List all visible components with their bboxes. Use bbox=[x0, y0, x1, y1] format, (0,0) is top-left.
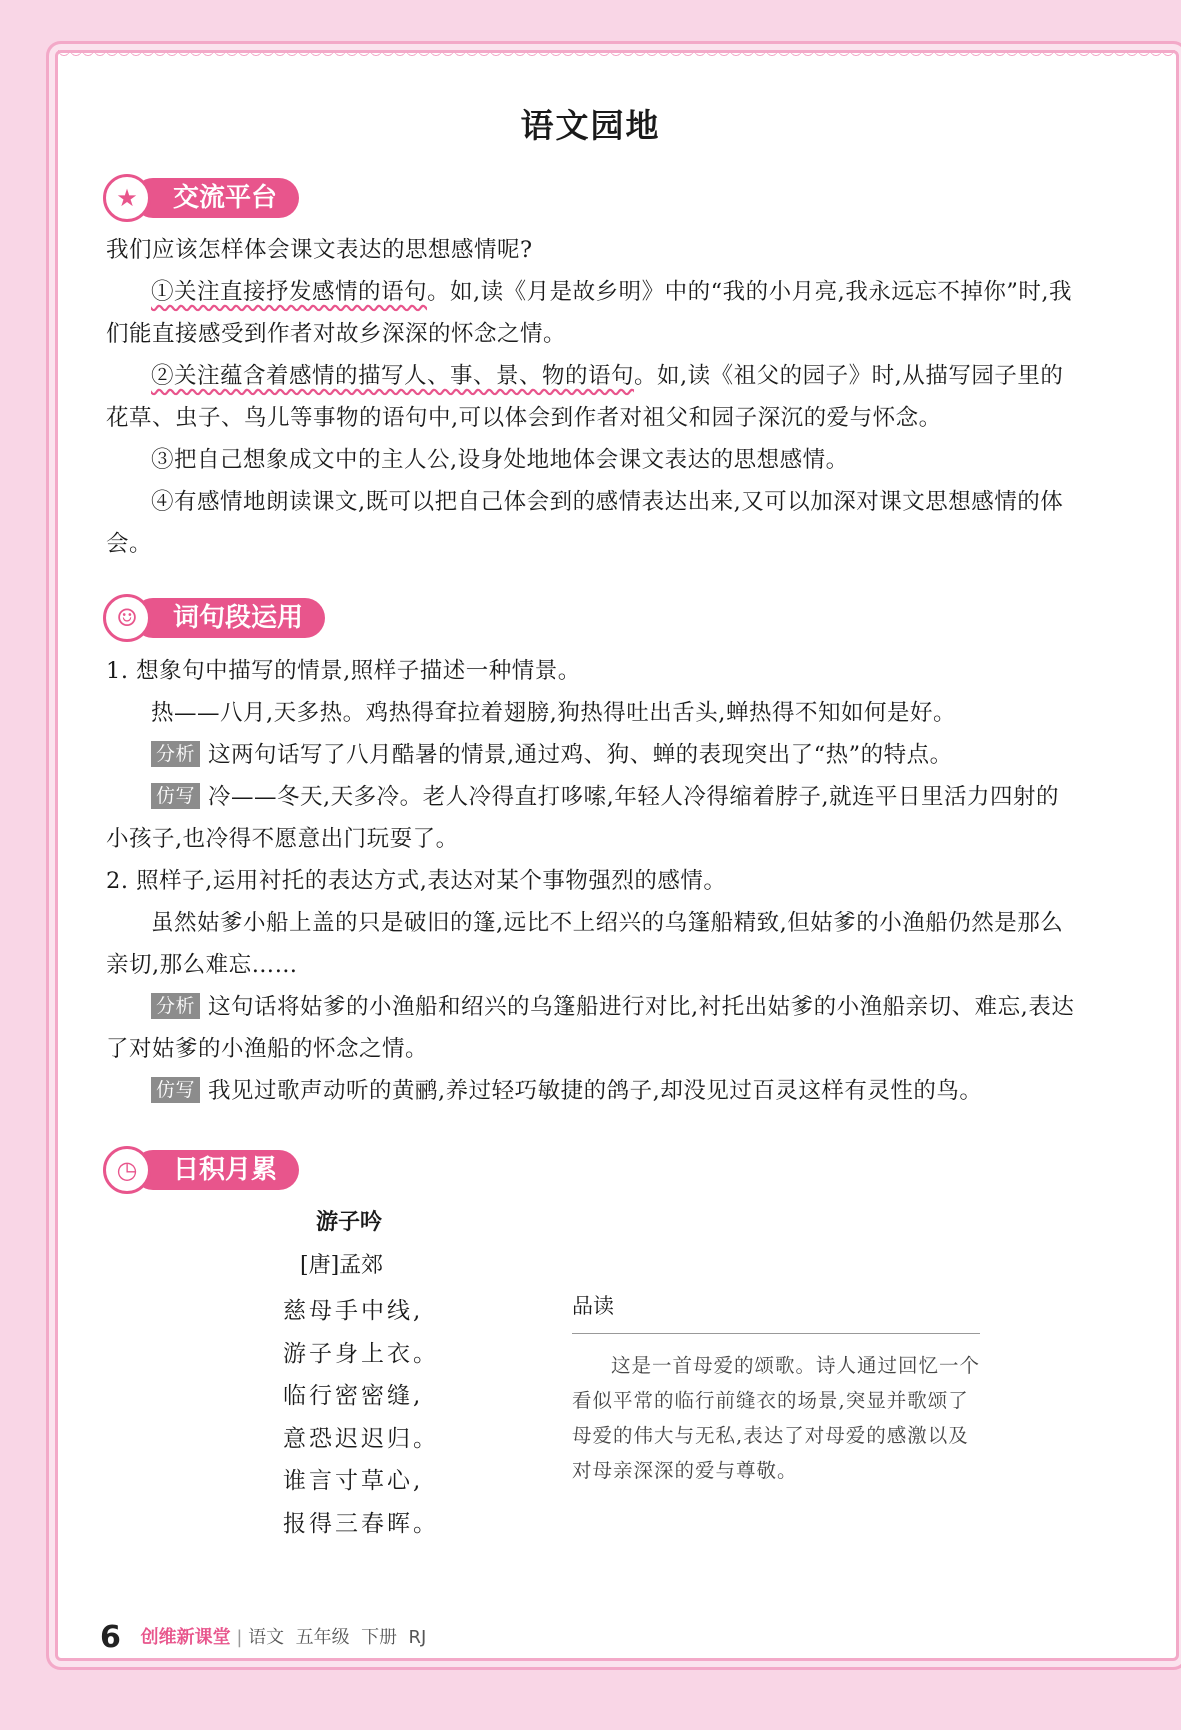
footer-volume: 下册 bbox=[361, 1627, 398, 1648]
top-wave-border bbox=[58, 50, 1176, 62]
usage-analysis-1 bbox=[106, 734, 1076, 776]
footer-edition: RJ bbox=[408, 1627, 427, 1648]
analysis-tag: 分析 bbox=[151, 993, 200, 1019]
exchange-body bbox=[106, 229, 1076, 565]
exchange-point-1 bbox=[106, 271, 1076, 355]
usage-analysis-2-text: 这句话将姑爹的小渔船和绍兴的乌篷船进行对比,衬托出姑爹的小渔船亲切、难忘,表达了对姑爹的小渔船的怀念之情。 bbox=[106, 994, 1075, 1062]
exchange-point-2 bbox=[106, 355, 1076, 439]
usage-example-1: 热——八月,天多热。鸡热得耷拉着翅膀,狗热得吐出舌头,蝉热得不知如何是好。 bbox=[151, 700, 956, 726]
exchange-point-4: ④有感情地朗读课文,既可以把自己体会到的感情表达出来,又可以加深对课文思想感情的体会。 bbox=[106, 489, 1064, 557]
brand-name: 创维新课堂 bbox=[140, 1627, 231, 1648]
imitate-tag: 仿写 bbox=[151, 1077, 200, 1103]
section-label-usage: 词句段运用 bbox=[133, 598, 325, 638]
exchange-question: 我们应该怎样体会课文表达的思想感情呢? bbox=[106, 237, 533, 263]
poem-line: 意恐迟迟归。 bbox=[283, 1425, 439, 1452]
section-label-accumulate: 日积月累 bbox=[133, 1150, 299, 1190]
footer-subject: 语文 bbox=[248, 1627, 285, 1648]
mascot-icon: ☺ bbox=[103, 594, 151, 642]
imitate-tag: 仿写 bbox=[151, 783, 200, 809]
appreciation-text bbox=[572, 1348, 982, 1488]
exchange-point-2-text: 。如,读《祖父的园子》时,从描写园子里的花草、虫子、鸟儿等事物的语句中,可以体会到作者对祖父和园子深沉的爱与怀念。 bbox=[106, 363, 1064, 431]
page-title: 语文园地 bbox=[520, 106, 661, 145]
page-footer bbox=[100, 1620, 426, 1655]
poem-author: [唐]孟郊 bbox=[300, 1253, 384, 1278]
usage-imitate-1-text: 冷——冬天,天多冷。老人冷得直打哆嗦,年轻人冷得缩着脖子,就连平日里活力四射的小孩子,也冷得不愿意出门玩耍了。 bbox=[106, 784, 1059, 852]
usage-analysis-1-text: 这两句话写了八月酷暑的情景,通过鸡、狗、蝉的表现突出了“热”的特点。 bbox=[208, 742, 953, 768]
usage-example-2: 虽然姑爹小船上盖的只是破旧的篷,远比不上绍兴的乌篷船精致,但姑爹的小渔船仍然是那么亲切,那么难忘…… bbox=[106, 910, 1064, 978]
usage-imitate-2 bbox=[106, 1070, 1076, 1112]
usage-body bbox=[106, 650, 1076, 1112]
usage-question-1: 1. 想象句中描写的情景,照样子描述一种情景。 bbox=[106, 658, 581, 684]
footer-separator: | bbox=[236, 1627, 243, 1648]
exchange-point-2-key: ②关注蕴含着感情的描写人、事、景、物的语句 bbox=[151, 363, 635, 389]
appreciation-text-content: 这是一首母爱的颂歌。诗人通过回忆一个看似平常的临行前缝衣的场景,突显并歌颂了母爱的伟大与无私,表达了对母爱的感激以及对母亲深深的爱与尊敬。 bbox=[572, 1354, 981, 1482]
poem-line: 游子身上衣。 bbox=[283, 1340, 439, 1367]
analysis-tag: 分析 bbox=[151, 741, 200, 767]
section-label-exchange: 交流平台 bbox=[133, 178, 299, 218]
exchange-point-1-text: 。如,读《月是故乡明》中的“我的小月亮,我永远忘不掉你”时,我们能直接感受到作者对故乡深深的怀念之情。 bbox=[106, 279, 1072, 347]
appreciation-label: 品读 bbox=[572, 1294, 614, 1318]
poem-title: 游子吟 bbox=[316, 1210, 383, 1235]
clock-icon: ◷ bbox=[103, 1146, 151, 1194]
usage-analysis-2 bbox=[106, 986, 1076, 1070]
poem-line: 报得三春晖。 bbox=[283, 1510, 439, 1537]
usage-imitate-2-text: 我见过歌声动听的黄鹂,养过轻巧敏捷的鸽子,却没见过百灵这样有灵性的鸟。 bbox=[208, 1078, 983, 1104]
poem-line: 慈母手中线, bbox=[283, 1298, 424, 1324]
exchange-point-3: ③把自己想象成文中的主人公,设身处地地体会课文表达的思想感情。 bbox=[151, 447, 849, 473]
page-number: 6 bbox=[100, 1620, 121, 1655]
poem-line: 谁言寸草心, bbox=[283, 1468, 424, 1494]
appreciation-divider bbox=[572, 1333, 980, 1334]
usage-question-2: 2. 照样子,运用衬托的表达方式,表达对某个事物强烈的感情。 bbox=[106, 868, 727, 894]
footer-grade: 五年级 bbox=[295, 1627, 350, 1648]
exchange-point-1-key: ①关注直接抒发感情的语句 bbox=[151, 279, 428, 305]
trophy-icon: ★ bbox=[103, 174, 151, 222]
usage-imitate-1 bbox=[106, 776, 1076, 860]
poem-lines bbox=[283, 1290, 439, 1545]
poem-line: 临行密密缝, bbox=[283, 1383, 424, 1409]
